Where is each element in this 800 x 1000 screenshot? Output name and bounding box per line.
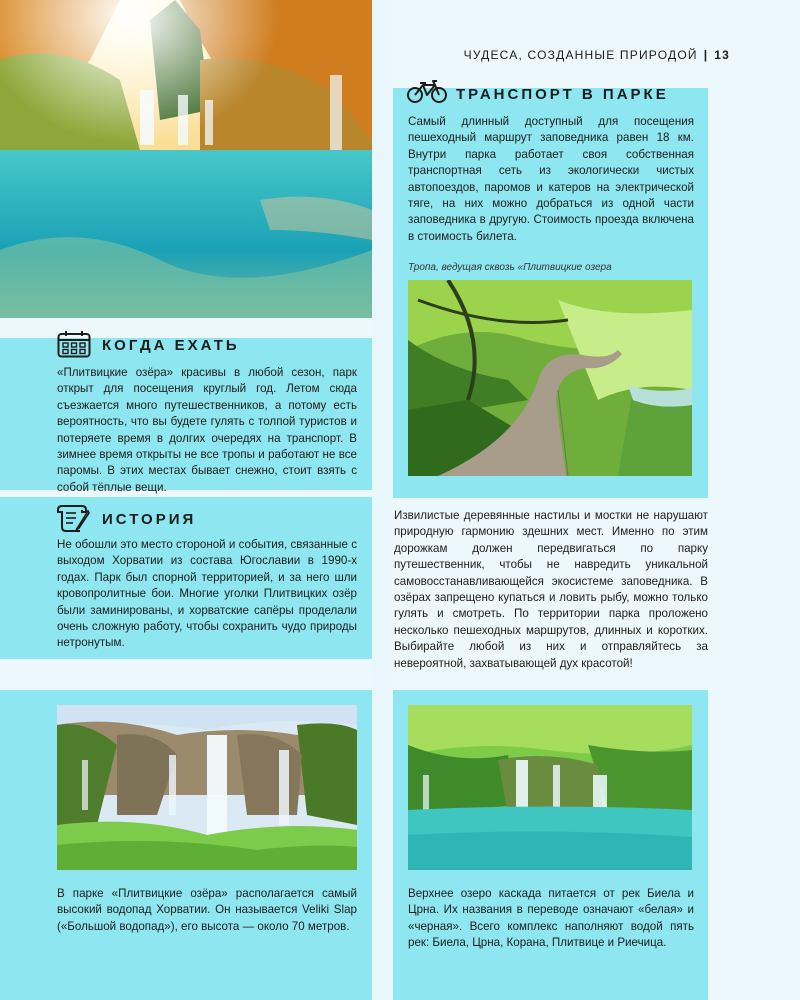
lakes-waterfall-photo <box>0 0 372 318</box>
running-title: ЧУДЕСА, СОЗДАННЫЕ ПРИРОДОЙ <box>463 48 698 62</box>
transport-text: Самый длинный доступный для посещения пешеходный маршрут заповедника равен 18 км. Внутри парка работает своя собственная транспортная сеть из экологически чистых автопоездов, паромов и катеров на электрической тяге, на них можно добраться из одной части заповедника в другую. Стоимость проезда включена в стоимость билета. <box>408 115 694 243</box>
path-photo-caption: Тропа, ведущая сквозь «Плитвицкие озера <box>408 262 612 273</box>
running-header <box>464 48 730 62</box>
boardwalk-photo <box>408 280 692 476</box>
lake-text: Верхнее озеро каскада питается от рек Биела и Црна. Их названия в переводе означают «белая» и «черная». Всего комплекс наполняют водой пять рек: Биела, Црна, Корана, Плитвице и Риечица. <box>408 887 694 950</box>
waterfall-text: В парке «Плитвицкие озёра» располагается самый высокий водопад Хорватии. Он называется Veliki Slap («Большой водопад»), его высота — около 70 метров. <box>57 887 357 933</box>
big-waterfall-photo <box>57 705 357 870</box>
path-text: Извилистые деревянные настилы и мостки не нарушают природную гармонию здешних мест. Именно по этим дорожкам должен передвигаться по парку путешественник, чтобы не навредить уникальной самовосстанавливающейся экосистеме заповедника. В озёрах запрещено купаться и ловить рыбу, можно только гулять и смотреть. По территории парка проложено несколько пешеходных маршрутов, длинных и коротких. Выбирайте любой из них и отправляйтесь за невероятной, захватывающей дух красотой! <box>394 509 708 670</box>
header-separator: | <box>703 48 709 62</box>
calendar-icon <box>57 330 91 358</box>
scroll-icon <box>56 503 90 533</box>
upper-lake-photo <box>408 705 692 870</box>
history-title: ИСТОРИЯ <box>102 511 197 528</box>
transport-title: ТРАНСПОРТ В ПАРКЕ <box>456 86 669 103</box>
when-title: КОГДА ЕХАТЬ <box>102 337 240 354</box>
when-text: «Плитвицкие озёра» красивы в любой сезон, парк открыт для посещения круглый год. Летом сюда съезжается много путешественников, а потому есть вероятность, что вы будете гулять с толпой туристов и потеряете время в долгих очередях на транспорт. В зимнее время открыты не все тропы и работают не все паромы. В этих местах бывает снежно, стоит взять с собой тёплые вещи. <box>57 366 357 494</box>
history-text: Не обошли это место стороной и события, связанные с выходом Хорватии из состава Югославии в 1990-х годах. Парк был спорной территорией, и за него шли кровопролитные бои. Многие уголки Плитвицких озёр были заминированы, и хорватские сапёры проделали очень сложную работу, чтобы сохранить чудо природы нетронутым. <box>57 538 357 650</box>
bicycle-icon <box>407 80 447 104</box>
page-number: 13 <box>714 48 730 62</box>
